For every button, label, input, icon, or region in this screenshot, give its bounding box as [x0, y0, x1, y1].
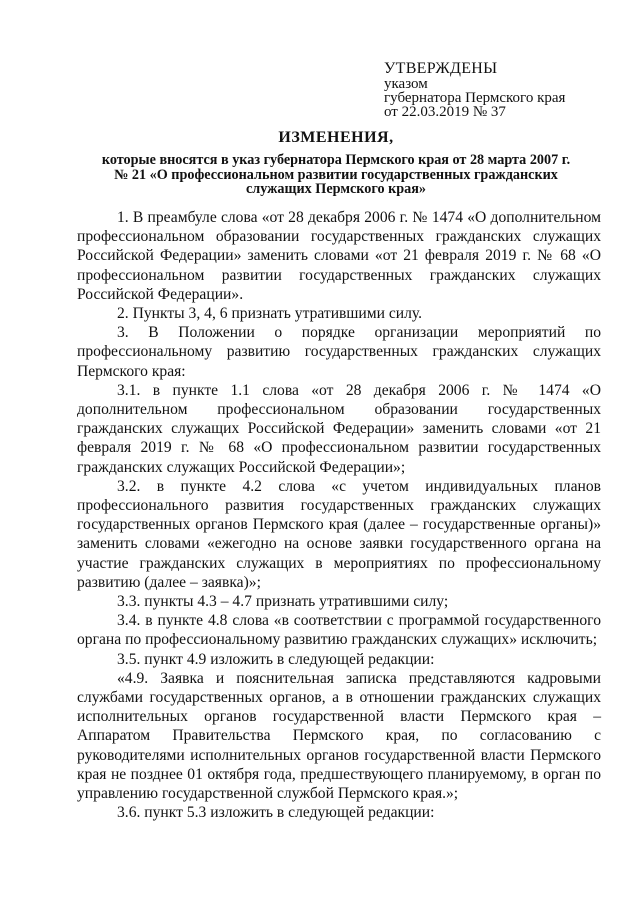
subtitle-line: служащих Пермского края» — [245, 181, 427, 197]
paragraph: 3.1. в пункте 1.1 слова «от 28 декабря 2006 г. № 1474 «О дополнительном профессиональном образовании государственных гражданских служащих Российской Федерации» заменить словами «от 21 февраля 2019 г. № 68 «О профессиональном развитии государственных гражданских служащих Российской Федерации»; — [77, 381, 601, 476]
approval-line: губернатора Пермского края — [384, 90, 566, 106]
document-subtitle — [70, 153, 602, 197]
paragraph: 3.2. в пункте 4.2 слова «с учетом индивидуальных планов профессионального развития государственных гражданских служащих государственных органов Пермского края (далее – государственные органы)» заменить словами «ежегодно на основе заявки государственного органа на участие гражданских служащих в мероприятиях по профессиональному развитию (далее – заявка)»; — [77, 477, 601, 591]
paragraph: 3.4. в пункте 4.8 слова «в соответствии с программой государственного органа по профессиональному развитию гражданских служащих» исключить; — [77, 612, 601, 649]
document-title: ИЗМЕНЕНИЯ, — [278, 129, 394, 146]
paragraph: 2. Пункты 3, 4, 6 признать утратившими силу. — [117, 305, 423, 323]
subtitle-line: № 21 «О профессиональном развитии государственных гражданских — [114, 166, 558, 183]
title-block — [70, 128, 602, 197]
paragraph: «4.9. Заявка и пояснительная записка представляются кадровыми службами государственных органов, а в отношении гражданских служащих исполнительных органов государственной власти Пермского края – Аппаратом Правительства Пермского края, по согласованию с руководителями исполнительных органов государственной власти Пермского края не позднее 01 октября года, предшествующего планируемому, в орган по управлению государственной службой Пермского края.»; — [77, 669, 601, 803]
subtitle-line: которые вносятся в указ губернатора Пермского края от 28 марта 2007 г. — [101, 152, 571, 168]
paragraph: 1. В преамбуле слова «от 28 декабря 2006 г. № 1474 «О дополнительном профессиональном образовании государственных гражданских служащих Российской Федерации» заменить словами «от 21 февраля 2019 г. № 68 «О профессиональном развитии государственных гражданских служащих Российской Федерации». — [77, 209, 601, 303]
approval-block — [384, 60, 565, 119]
paragraph: 3.5. пункт 4.9 изложить в следующей редакции: — [117, 650, 435, 668]
document-body — [77, 208, 601, 823]
approval-date-line: от 22.03.2019 № 37 — [384, 104, 506, 120]
paragraph: 3. В Положении о порядке организации мероприятий по профессиональному развитию государственных гражданских служащих Пермского края: — [77, 324, 601, 380]
paragraph: 3.6. пункт 5.3 изложить в следующей редакции: — [117, 804, 435, 822]
approval-line: указом — [384, 76, 428, 92]
paragraph: 3.3. пункты 4.3 – 4.7 признать утратившими силу; — [117, 593, 449, 611]
approval-heading: УТВЕРЖДЕНЫ — [384, 60, 498, 77]
